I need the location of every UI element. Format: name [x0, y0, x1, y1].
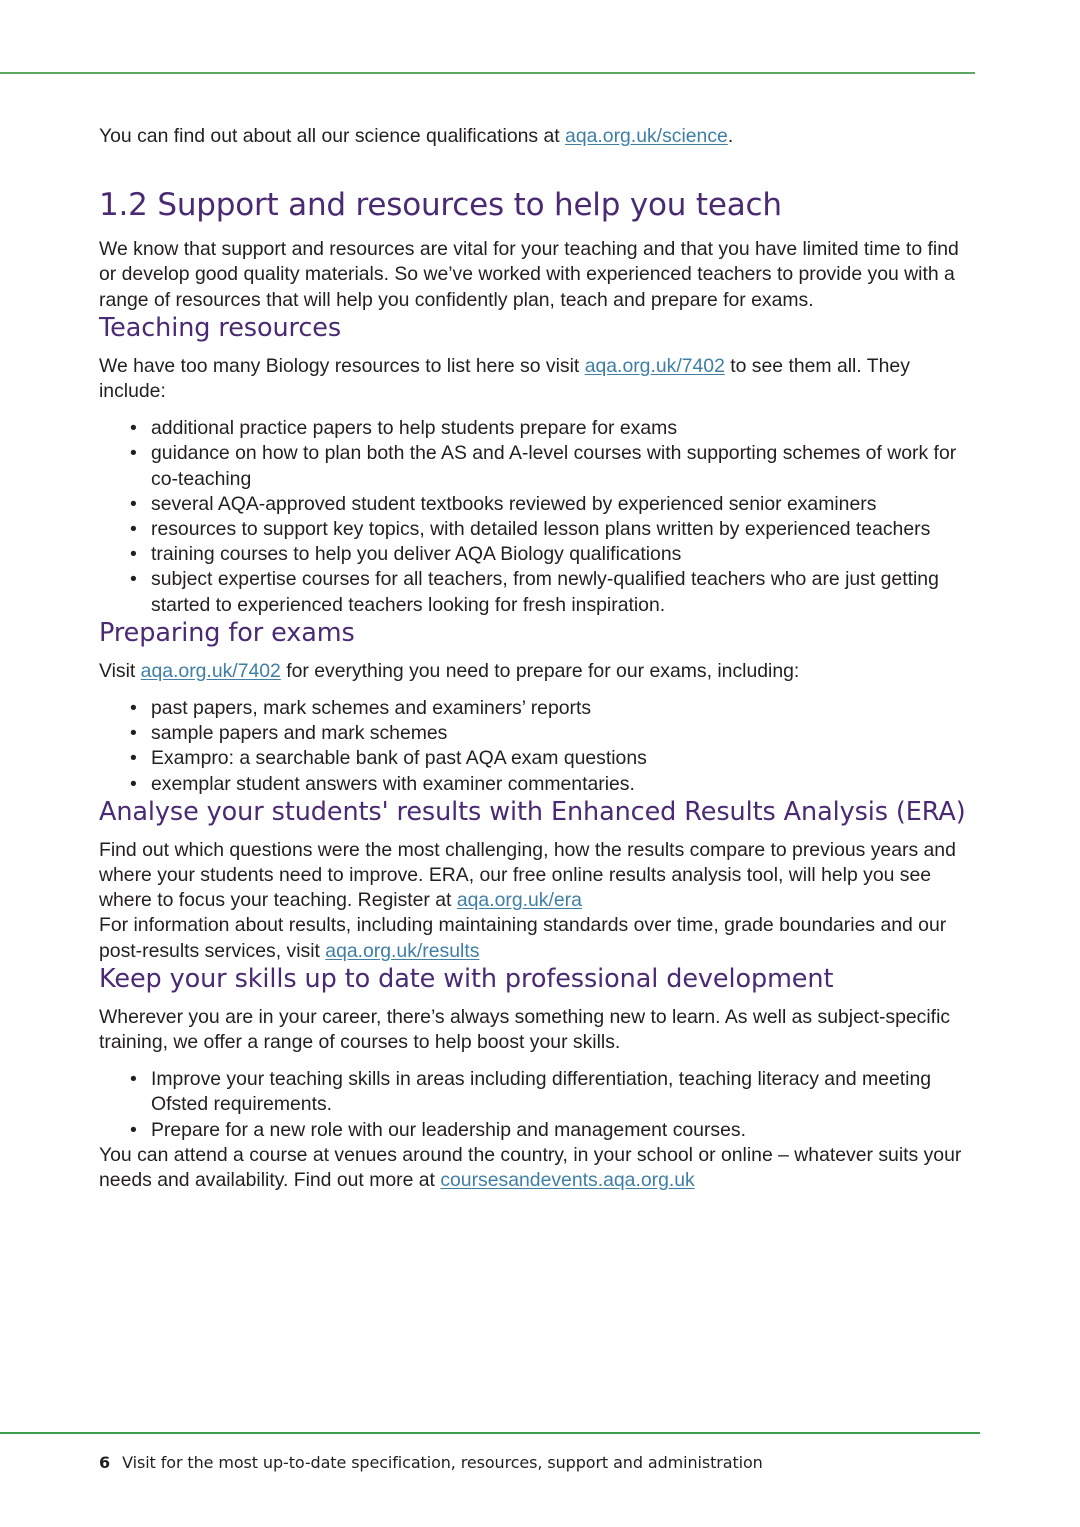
footer-note: Visit for the most up-to-date specification, resources, support and administration: [122, 1453, 763, 1472]
link-aqa-7402-exams[interactable]: aqa.org.uk/7402: [140, 659, 281, 682]
link-aqa-era[interactable]: aqa.org.uk/era: [456, 889, 582, 912]
list-item: • guidance on how to plan both the AS and A-level courses with supporting schemes of work for co-teaching: [99, 441, 979, 491]
page-number: 6: [99, 1453, 111, 1472]
subheading-teaching-resources: Teaching resources: [99, 312, 342, 343]
pe-text-after-link: for everything you need to prepare for our exams, including:: [280, 659, 800, 682]
link-aqa-science[interactable]: aqa.org.uk/science: [565, 125, 728, 147]
professional-development-intro: Wherever you are in your career, there’s always something new to learn. As well as subject-specific training, we offer a range of courses to help boost your skills.: [99, 1005, 951, 1054]
professional-development-list: [99, 1067, 979, 1143]
section-heading-1-2: 1.2 Support and resources to help you teach: [99, 187, 782, 224]
list-item: • past papers, mark schemes and examiners’ reports: [99, 696, 979, 721]
pe-text-before-link: Visit: [99, 659, 141, 682]
list-item: • Exampro: a searchable bank of past AQA exam questions: [99, 746, 979, 771]
pd-closing-text: You can attend a course at venues around the country, in your school or online – whatever suits your needs and availability. Find out more at: [99, 1143, 962, 1192]
footer-rule: [0, 1432, 980, 1434]
intro-text-after-link: .: [727, 125, 734, 147]
subheading-professional-development: Keep your skills up to date with professional development: [99, 963, 834, 994]
era-paragraph-1: [99, 838, 979, 914]
teaching-resources-list: [99, 416, 979, 618]
header-rule: [0, 72, 975, 74]
list-item: • Prepare for a new role with our leadership and management courses.: [99, 1118, 979, 1143]
list-item: • training courses to help you deliver AQA Biology qualifications: [99, 542, 979, 567]
list-item: • sample papers and mark schemes: [99, 721, 979, 746]
link-aqa-7402-resources[interactable]: aqa.org.uk/7402: [584, 354, 725, 377]
tr-text-before-link: We have too many Biology resources to list here so visit: [99, 354, 585, 377]
link-aqa-results[interactable]: aqa.org.uk/results: [325, 939, 480, 962]
link-coursesandevents[interactable]: coursesandevents.aqa.org.uk: [440, 1169, 695, 1192]
intro-text-before-link: You can find out about all our science qualifications at: [99, 125, 566, 147]
preparing-for-exams-intro: [99, 659, 979, 684]
page-content: [99, 124, 979, 1193]
preparing-for-exams-list: [99, 696, 979, 797]
list-item: • resources to support key topics, with detailed lesson plans written by experienced teachers: [99, 517, 979, 542]
intro-paragraph: [99, 124, 979, 149]
list-item: • additional practice papers to help students prepare for exams: [99, 416, 979, 441]
list-item: • subject expertise courses for all teachers, from newly-qualified teachers who are just getting started to experienced teachers looking for fresh inspiration.: [99, 567, 979, 617]
tr-text-after-link: to see them all. They include:: [99, 354, 910, 403]
section-intro-paragraph: We know that support and resources are vital for your teaching and that you have limited time to find or develop good quality materials. So we’ve worked with experienced teachers to provide you with a range of resources that will help you confidently plan, teach and prepare for exams.: [99, 238, 959, 311]
subheading-preparing-for-exams: Preparing for exams: [99, 617, 355, 648]
spacer: [99, 149, 979, 187]
professional-development-closing: [99, 1143, 979, 1193]
subheading-era: Analyse your students' results with Enhanced Results Analysis (ERA): [99, 796, 966, 827]
page-footer: [99, 1453, 763, 1472]
era-p2-text: For information about results, including maintaining standards over time, grade boundaries and our post-results services, visit: [99, 914, 947, 962]
list-item: • exemplar student answers with examiner commentaries.: [99, 772, 979, 797]
list-item: • several AQA-approved student textbooks reviewed by experienced senior examiners: [99, 492, 979, 517]
era-paragraph-2: [99, 913, 979, 963]
list-item: • Improve your teaching skills in areas including differentiation, teaching literacy and meeting Ofsted requirements.: [99, 1067, 979, 1117]
teaching-resources-intro: [99, 354, 979, 404]
era-p1-text: Find out which questions were the most challenging, how the results compare to previous years and where your students need to improve. ERA, our free online results analysis tool, will help you see where to focus your teaching. Register at: [99, 838, 956, 912]
